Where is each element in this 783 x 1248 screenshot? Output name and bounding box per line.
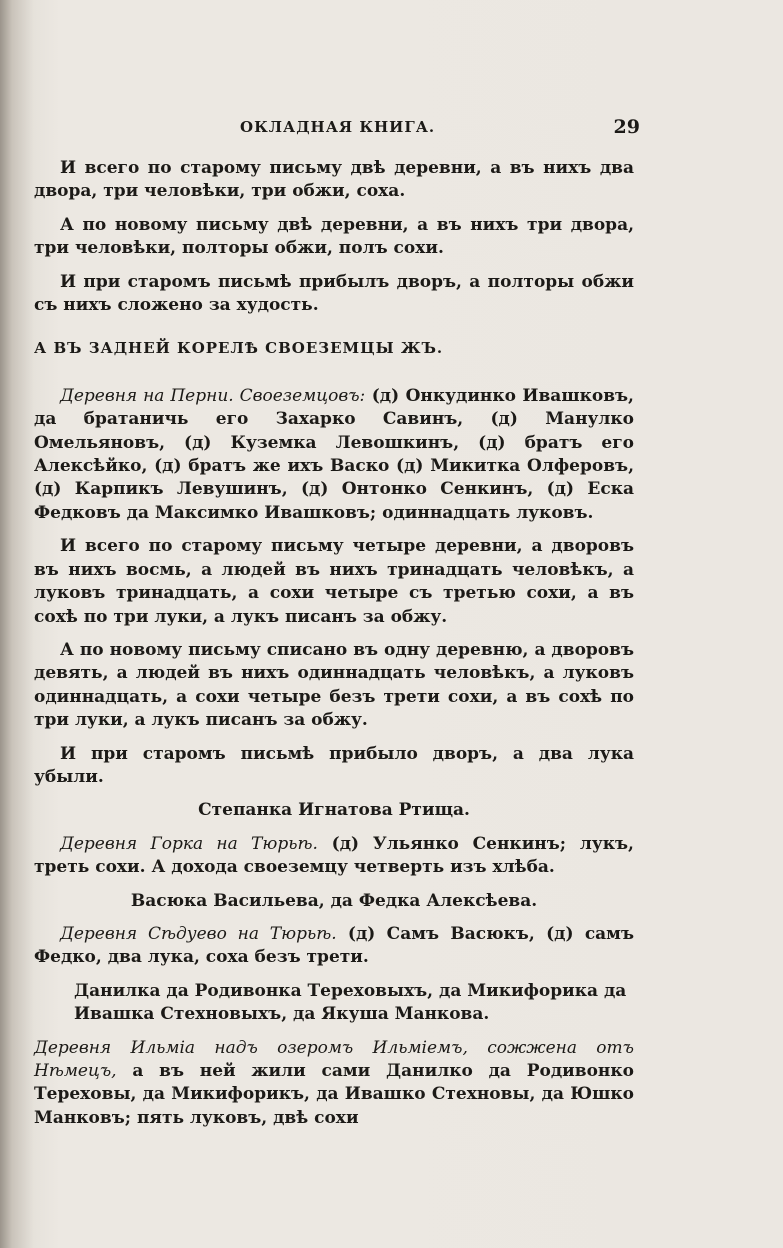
paragraph-4-body: (д) Онкудинко Ивашковъ, да братаничь его Захарко Савинъ, (д) Манулко Омельяновъ, (д) Куземка Левошкинъ, (д) братъ его Алексѣйко, (д) братъ же ихъ Васко (д) Микитка Олферовъ, (д) Карпикъ Левушинъ, (д) Онтонко Сенкинъ, (д) Еска Федковъ да Максимко Ивашковъ; одиннадцать луковъ. xyxy=(34,385,634,523)
page-number: 29 xyxy=(613,116,640,138)
village-name: Деревня Горка на Тюрьѣ. xyxy=(60,833,318,854)
paragraph-5: И всего по старому письму четыре деревни, а дворовъ въ нихъ восмь, а людей въ нихъ тринадцать человѣкъ, а луковъ тринадцать, а сохи четыре съ третью сохи, а въ сохѣ по три луки, а лукъ писанъ за обжу. xyxy=(34,536,634,627)
owner-name-3: Данилка да Родивонка Тереховыхъ, да Микифорика да Ивашка Стехновыхъ, да Якуша Манкова. xyxy=(74,980,627,1025)
paragraph-9-body: (д) Ульянко Сенкинъ; лукъ, треть сохи. А дохода своеземцу четверть изъ хлѣба. xyxy=(34,833,634,878)
village-name: Деревня на Перни. Своеземцовъ: xyxy=(60,385,366,406)
paragraph-13 xyxy=(34,1037,634,1131)
paragraph-9 xyxy=(34,833,634,880)
paragraph-11-body: (д) Самъ Васюкъ, (д) самъ Федко, два лука, соха безъ трети. xyxy=(34,923,634,968)
owner-name-1: Степанка Игнатова Ртища. xyxy=(198,800,470,821)
page-body xyxy=(34,157,634,1140)
paragraph-1: И всего по старому письму двѣ деревни, а въ нихъ два двора, три человѣки, три обжи, соха. xyxy=(34,158,634,202)
paragraph-6: А по новому письму списано въ одну деревню, а дворовъ девять, а людей въ нихъ одиннадцать человѣкъ, а луковъ одиннадцать, а сохи четыре безъ трети сохи, а въ сохѣ по три луки, а лукъ писанъ за обжу. xyxy=(34,639,634,731)
section-heading: А ВЪ ЗАДНЕЙ КОРЕЛѢ СВОЕЗЕМЦЫ ЖЪ. xyxy=(34,339,444,358)
paragraph-3: И при старомъ письмѣ прибылъ дворъ, а полторы обжи съ нихъ сложено за худость. xyxy=(34,271,634,316)
page-header xyxy=(40,118,640,140)
village-name: Деревня Ильмiа надъ озеромъ Ильмiемъ, сожжена отъ Нѣмецъ, xyxy=(34,1037,634,1081)
paragraph-13-body: а въ ней жили сами Данилко да Родивонко Тереховы, да Микифорикъ, да Ивашко Стехновы, да Юшко Манковъ; пять луковъ, двѣ сохи xyxy=(34,1061,634,1128)
paragraph-2: А по новому письму двѣ деревни, а въ нихъ три двора, три человѣки, полторы обжи, полъ сохи. xyxy=(34,214,634,259)
paragraph-11 xyxy=(34,923,634,970)
paragraph-4 xyxy=(34,385,634,525)
running-title: ОКЛАДНАЯ КНИГА. xyxy=(240,118,436,136)
owner-name-2: Васюка Васильева, да Федка Алексѣева. xyxy=(130,890,538,911)
village-name: Деревня Сѣдуево на Тюрьѣ. xyxy=(60,923,337,944)
paragraph-7: И при старомъ письмѣ прибыло дворъ, а два лука убыли. xyxy=(34,743,634,787)
